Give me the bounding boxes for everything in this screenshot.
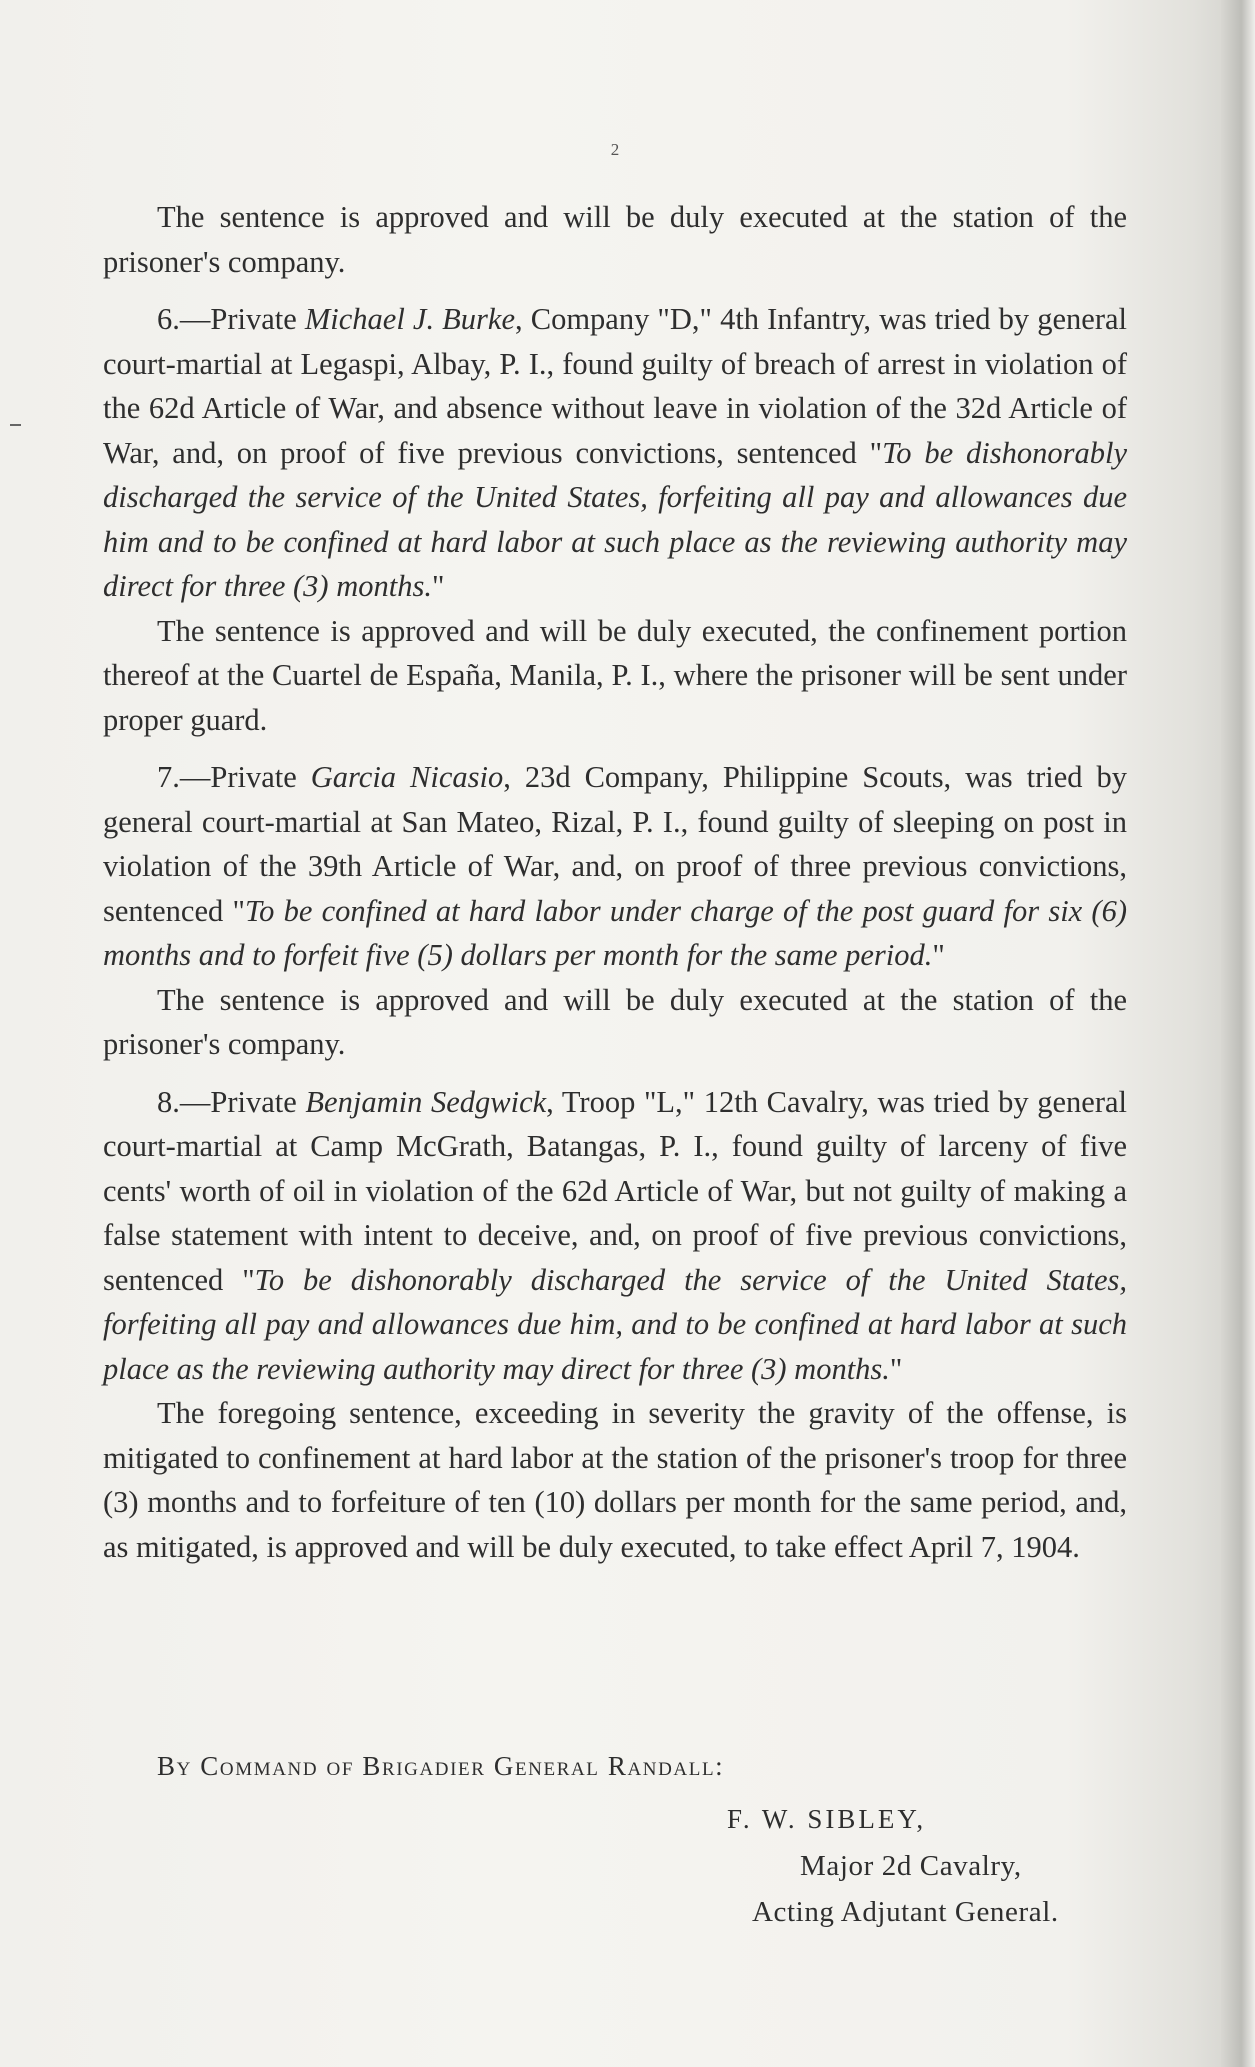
item-6-body: , Company "D," 4th Infantry, was tried by general court-martial at Legaspi, Albay, P. I., found guilty of breach of arrest in violation of the 62d Article of War, and absence without leave in violation of the 32d Article of War, and, on proof of five previous convictions, sentenced " (103, 302, 1127, 470)
item-8-name: Benjamin Sedgwick (305, 1084, 547, 1119)
margin-mark (10, 424, 21, 426)
page-edge-shadow (1221, 0, 1255, 2067)
approval-paragraph-5: The sentence is approved and will be duly executed at the station of the prisoner's company. (103, 200, 1127, 279)
item-6-intro: 6.—Private (157, 302, 305, 336)
item-6-close-quote: " (431, 569, 445, 603)
item-7-paragraph (103, 755, 1127, 978)
signature-name: F. W. SIBLEY, (727, 1804, 927, 1834)
item-8-close-quote: " (889, 1351, 903, 1386)
command-line: By Command of Brigadier General Randall: (157, 1751, 725, 1781)
signature-title: Acting Adjutant General. (752, 1896, 1059, 1928)
item-6-sentence: To be dishonorably discharged the service of the United States, forfeiting all pay and allowances due him and to be confined at hard labor at such place as the reviewing authority may direct for three (3) months. (103, 435, 1127, 603)
item-6-paragraph (103, 297, 1127, 609)
page-number: 2 (610, 140, 620, 159)
item-7-name: Garcia Nicasio (310, 760, 504, 794)
item-7-intro: 7.—Private (157, 760, 311, 794)
order-text (103, 195, 1127, 1569)
item-8-paragraph (103, 1080, 1127, 1392)
item-7-sentence: To be confined at hard labor under charge of the post guard for six (6) months and to forfeit five (5) dollars per month for the same period. (103, 893, 1127, 972)
item-8-body: , Troop "L," 12th Cavalry, was tried by general court-martial at Camp McGrath, Batangas, P. I., found guilty of larceny of five cents' worth of oil in violation of the 62d Article of War, but not guilty of making a false statement with intent to deceive, and, on proof of five previous convictions, sentenced " (103, 1084, 1127, 1297)
item-7-body: , 23d Company, Philippine Scouts, was tried by general court-martial at San Mateo, Rizal, P. I., found guilty of sleeping on post in violation of the 39th Article of War, and, on proof of three previous convictions, sentenced " (103, 760, 1127, 928)
approval-paragraph-6: The sentence is approved and will be duly executed, the confinement portion thereof at the Cuartel de España, Manila, P. I., where the prisoner will be sent under proper guard. (103, 613, 1127, 737)
item-6-name: Michael J. Burke (304, 302, 515, 336)
mitigation-paragraph-8: The foregoing sentence, exceeding in severity the gravity of the offense, is mitigated to confinement at hard labor at the station of the prisoner's troop for three (3) months and to forfeiture of ten (10) dollars per month for the same period, and, as mitigated, is approved and will be duly executed, to take effect April 7, 1904. (103, 1396, 1127, 1564)
item-7-close-quote: " (932, 938, 945, 972)
signature-rank: Major 2d Cavalry, (800, 1850, 1022, 1882)
item-8-sentence: To be dishonorably discharged the service of the United States, forfeiting all pay and allowances due him, and to be confined at hard labor at such place as the reviewing authority may direct for three (3) months. (103, 1262, 1127, 1386)
item-8-intro: 8.—Private (157, 1084, 306, 1119)
approval-paragraph-7: The sentence is approved and will be duly executed at the station of the prisoner's company. (103, 982, 1127, 1061)
